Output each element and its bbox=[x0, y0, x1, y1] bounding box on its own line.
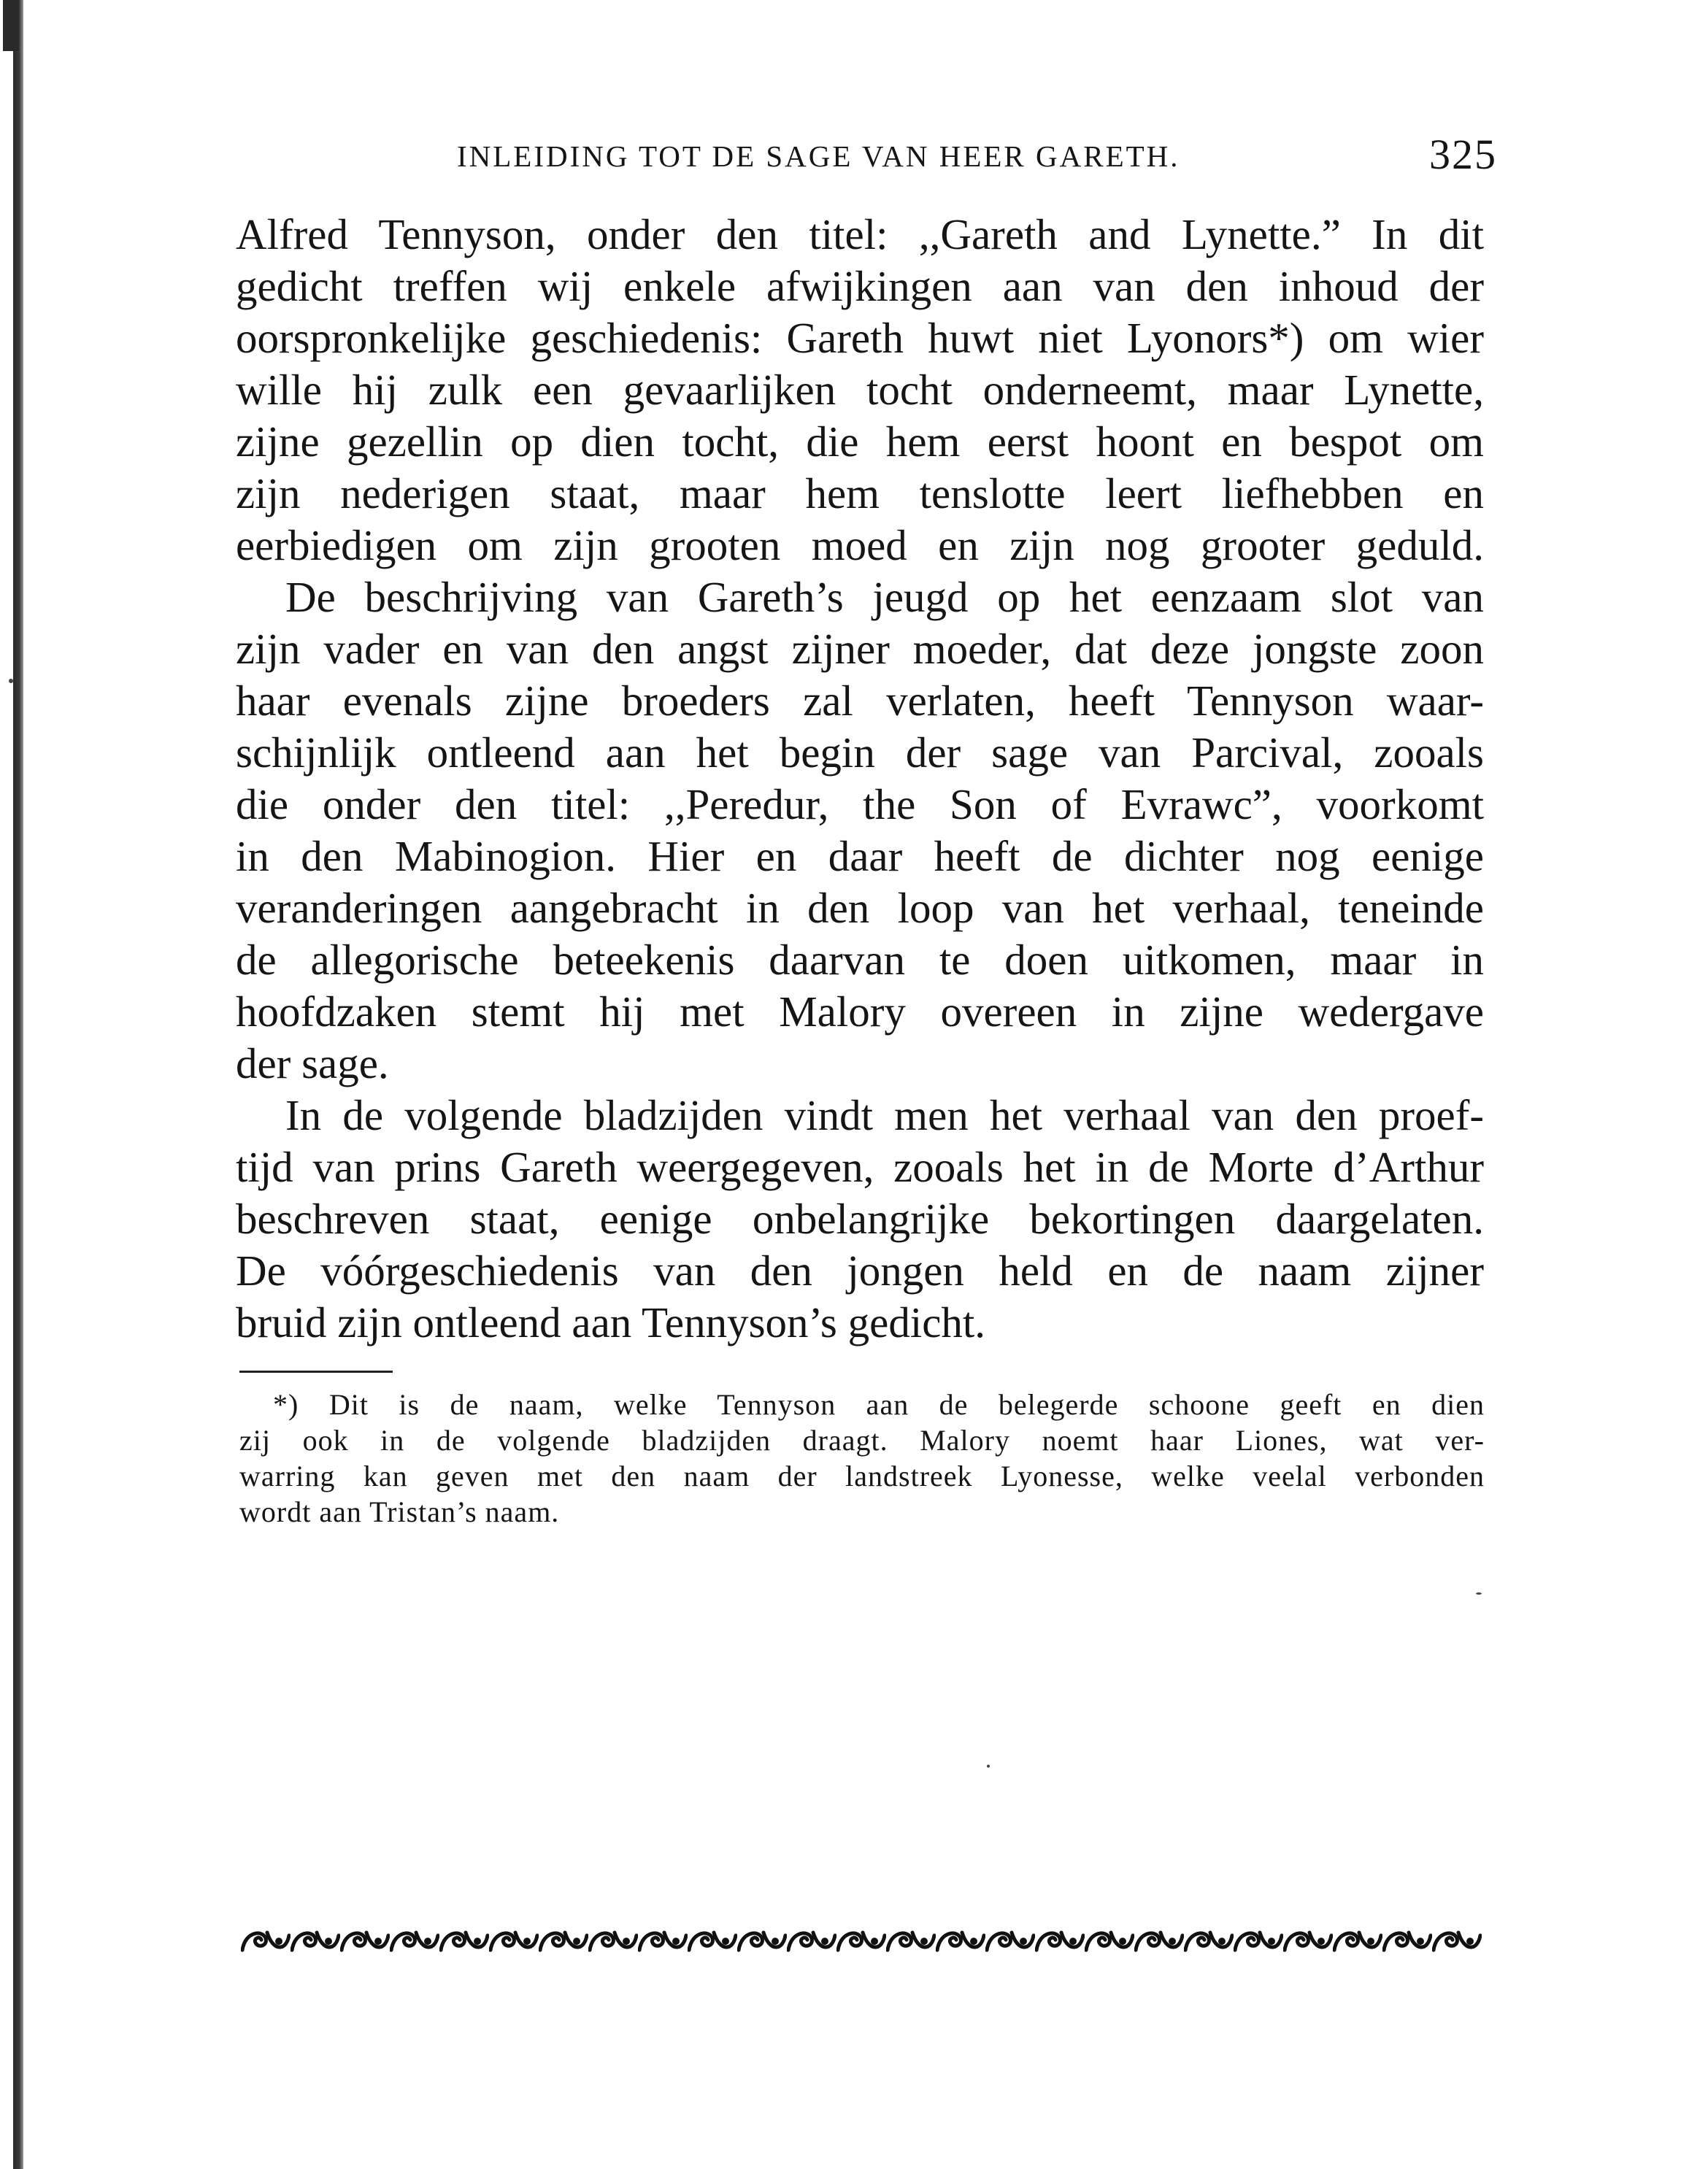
wave-scroll-ornament-icon bbox=[241, 1927, 1482, 1956]
body-line: wille hij zulk een gevaarlijken tocht onderneemt, maar Lynette, bbox=[236, 366, 1484, 414]
body-line: In de volgende bladzijden vindt men het verhaal van den proef- bbox=[285, 1091, 1484, 1139]
body-line: die onder den titel: ,,Peredur, the Son of Evrawc”, voorkomt bbox=[236, 780, 1484, 828]
body-line: zijn vader en van den angst zijner moeder, dat deze jongste zoon bbox=[236, 625, 1484, 673]
footnote bbox=[239, 1387, 1485, 1530]
body-line: der sage. bbox=[236, 1039, 389, 1087]
ink-speck bbox=[9, 679, 13, 683]
body-line: Alfred Tennyson, onder den titel: ,,Gareth and Lynette.” In dit bbox=[236, 210, 1484, 258]
footnote-line: wordt aan Tristan’s naam. bbox=[239, 1495, 560, 1528]
page-number: 325 bbox=[1429, 131, 1497, 178]
body-line: De vóórgeschiedenis van den jongen held en de naam zijner bbox=[236, 1247, 1484, 1295]
footnote-line: *) Dit is de naam, welke Tennyson aan de belegerde schoone geeft en dien bbox=[273, 1388, 1485, 1421]
running-head: INLEIDING TOT DE SAGE VAN HEER GARETH. bbox=[457, 139, 1180, 173]
body-line: zijn nederigen staat, maar hem tenslotte leert liefhebben en bbox=[236, 469, 1484, 517]
body-line: oorspronkelijke geschiedenis: Gareth huwt niet Lyonors*) om wier bbox=[236, 314, 1484, 362]
body-line: gedicht treffen wij enkele afwijkingen aan van den inhoud der bbox=[236, 262, 1484, 310]
binding-edge bbox=[13, 0, 23, 2169]
body-line: in den Mabinogion. Hier en daar heeft de dichter nog eenige bbox=[236, 832, 1484, 880]
body-line: schijnlijk ontleend aan het begin der sage van Parcival, zooals bbox=[236, 728, 1484, 777]
body-line: de allegorische beteekenis daarvan te doen uitkomen, maar in bbox=[236, 936, 1484, 984]
binding-notch bbox=[3, 0, 19, 51]
body-line: hoofdzaken stemt hij met Malory overeen in zijne wedergave bbox=[236, 987, 1484, 1036]
body-line: tijd van prins Gareth weergegeven, zooals het in de Morte d’Arthur bbox=[236, 1143, 1484, 1191]
footnote-line: warring kan geven met den naam der landstreek Lyonesse, welke veelal verbonden bbox=[239, 1460, 1485, 1492]
body-line: zijne gezellin op dien tocht, die hem eerst hoont en bespot om bbox=[236, 417, 1484, 466]
ink-speck bbox=[1476, 1592, 1482, 1595]
body-line: veranderingen aangebracht in den loop van het verhaal, teneinde bbox=[236, 884, 1484, 932]
body-line: bruid zijn ontleend aan Tennyson’s gedicht. bbox=[236, 1298, 986, 1347]
body-text bbox=[236, 209, 1484, 1349]
body-line: eerbiedigen om zijn grooten moed en zijn nog grooter geduld. bbox=[236, 521, 1484, 569]
body-line: haar evenals zijne broeders zal verlaten, heeft Tennyson waar- bbox=[236, 677, 1484, 725]
ink-speck bbox=[987, 1765, 990, 1768]
footnote-line: zij ook in de volgende bladzijden draagt. Malory noemt haar Liones, wat ver- bbox=[239, 1424, 1485, 1457]
body-line: De beschrijving van Gareth’s jeugd op het eenzaam slot van bbox=[285, 573, 1484, 621]
body-line: beschreven staat, eenige onbelangrijke bekortingen daargelaten. bbox=[236, 1195, 1484, 1243]
footnote-rule bbox=[239, 1371, 393, 1373]
